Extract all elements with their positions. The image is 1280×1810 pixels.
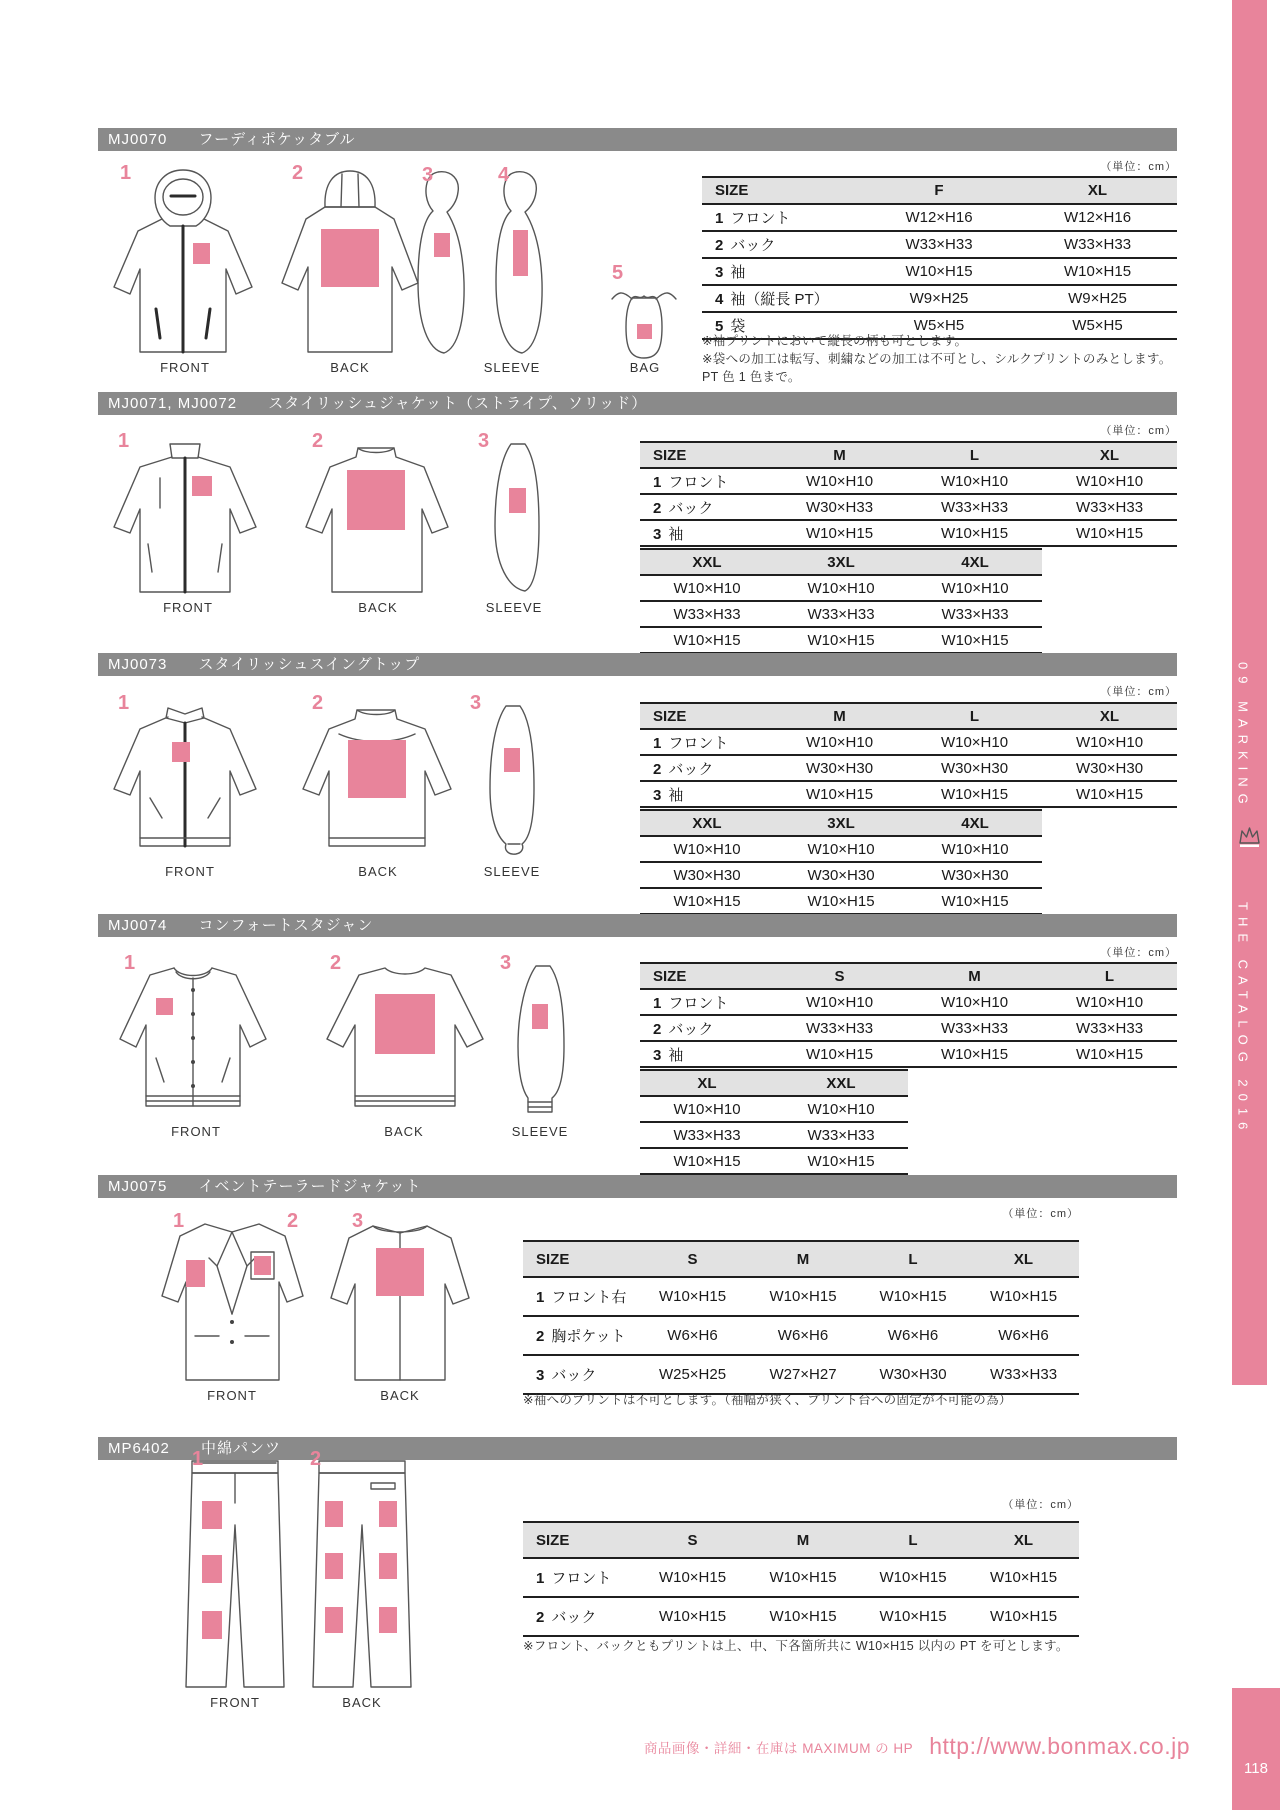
print-area-front-right xyxy=(186,1260,205,1287)
view-label-front: FRONT xyxy=(171,1124,221,1139)
section-header-mj0075 xyxy=(98,1175,1177,1198)
mj0074-sleeve-drawing xyxy=(512,958,570,1120)
mj0075-back-drawing xyxy=(325,1216,475,1386)
table-row: 3 袖 W10×H15 W10×H15 W10×H15 xyxy=(640,1041,1177,1067)
mj0073-size-table: SIZE M L XL 1 フロント W10×H10 W10×H10 W10×H10 2 バック W30×H30 W30×H30 W30×H30 3 袖 W10×H15 W10×H15 W10×H15 xyxy=(640,702,1177,808)
view-label-back: BACK xyxy=(384,1124,424,1139)
view-label-sleeve: SLEEVE xyxy=(483,864,541,879)
marker-2: 2 xyxy=(310,1448,322,1470)
product-code: MJ0070 xyxy=(108,131,168,148)
table-row: 3 袖 W10×H15 W10×H15 W10×H15 xyxy=(640,520,1177,546)
mj0070-note-1: ※袖プリントにおいて縦長の柄も可とします。 xyxy=(702,334,968,348)
unit-label: （単位：cm） xyxy=(1100,425,1177,437)
mj0070-bag-drawing xyxy=(610,284,678,362)
print-area-back xyxy=(375,994,435,1054)
print-area-sleeve xyxy=(509,488,526,513)
table-row: 1 フロント W10×H15 W10×H15 W10×H15 W10×H15 xyxy=(523,1558,1079,1597)
print-area-sleeve xyxy=(532,1004,548,1029)
marker-3: 3 xyxy=(478,430,490,452)
view-label-front: FRONT xyxy=(160,360,210,375)
table-row: W10×H15 W10×H15 W10×H15 xyxy=(640,627,1042,653)
table-row: 1 フロント W10×H10 W10×H10 W10×H10 xyxy=(640,989,1177,1015)
mj0073-front-drawing xyxy=(100,698,270,860)
mj0074-size-table: SIZE S M L 1 フロント W10×H10 W10×H10 W10×H10 2 バック W33×H33 W33×H33 W33×H33 3 袖 W10×H15 W10×H15 W10×H15 xyxy=(640,962,1177,1068)
product-name: 中綿パンツ xyxy=(201,1440,282,1457)
print-area-back-left-middle xyxy=(325,1553,343,1579)
table-row: 3 バック W25×H25 W27×H27 W30×H30 W33×H33 xyxy=(523,1355,1079,1394)
section-header-mj0074 xyxy=(98,914,1177,937)
marker-2: 2 xyxy=(287,1210,299,1232)
mj0070-size-table: SIZE F XL 1 フロント W12×H16 W12×H16 2 バック W33×H33 W33×H33 3 袖 W10×H15 W10×H15 4 袖（縦長 PT） W9×H25 W9×H25 5 袋 W5×H5 W5×H5 xyxy=(702,176,1177,340)
mj0070-front-drawing xyxy=(100,166,265,358)
mj0073-back-drawing xyxy=(295,698,460,860)
product-name: スタイリッシュスイングトップ xyxy=(198,656,421,673)
print-area-back xyxy=(376,1248,424,1296)
table-row: 1 フロント W10×H10 W10×H10 W10×H10 xyxy=(640,468,1177,494)
marker-1: 1 xyxy=(118,692,130,714)
view-label-front: FRONT xyxy=(165,864,215,879)
view-label-back: BACK xyxy=(380,1388,420,1403)
unit-label: （単位：cm） xyxy=(1100,686,1177,698)
view-label-sleeve: SLEEVE xyxy=(483,360,541,375)
print-area-front-top xyxy=(202,1501,222,1529)
view-label-front: FRONT xyxy=(207,1388,257,1403)
table-row: 3 袖 W10×H15 W10×H15 xyxy=(702,258,1177,285)
table-row: 2 バック W33×H33 W33×H33 W33×H33 xyxy=(640,1015,1177,1041)
view-label-back: BACK xyxy=(342,1695,382,1710)
table-row: 5 袋 W5×H5 W5×H5 xyxy=(702,312,1177,339)
print-area-back-right-middle xyxy=(379,1553,397,1579)
print-area-front xyxy=(172,742,190,762)
section-header-mj0070 xyxy=(98,128,1177,151)
marker-2: 2 xyxy=(292,162,304,184)
table-row: 1 フロント W10×H10 W10×H10 W10×H10 xyxy=(640,729,1177,755)
mj0071-sleeve-drawing xyxy=(485,436,547,598)
print-area-back-left-bottom xyxy=(325,1607,343,1633)
mj0075-note: ※袖へのプリントは不可とします。（袖幅が狭く、プリント台への固定が不可能の為） xyxy=(523,1393,1012,1407)
mj0071-size-table: SIZE M L XL 1 フロント W10×H10 W10×H10 W10×H10 2 バック W30×H33 W33×H33 W33×H33 3 袖 W10×H15 W10×H15 W10×H15 xyxy=(640,441,1177,547)
marker-3: 3 xyxy=(500,952,512,974)
view-label-back: BACK xyxy=(358,600,398,615)
table-row: 4 袖（縦長 PT） W9×H25 W9×H25 xyxy=(702,285,1177,312)
mj0074-back-drawing xyxy=(305,958,505,1120)
print-area-sleeve-vertical xyxy=(513,230,528,276)
sidebar-chapter-label: 09 MARKING xyxy=(1235,662,1251,811)
print-area-back xyxy=(321,229,379,287)
mj0070-note-2: ※袋への加工は転写、刺繍などの加工は不可とし、シルクプリントのみとします。 xyxy=(702,352,1172,366)
view-label-sleeve: SLEEVE xyxy=(485,600,543,615)
table-row: W10×H10 W10×H10 W10×H10 xyxy=(640,836,1042,862)
view-label-back: BACK xyxy=(330,360,370,375)
marker-1: 1 xyxy=(192,1448,204,1470)
mj0075-size-table: SIZE S M L XL 1 フロント右 W10×H15 W10×H15 W10×H15 W10×H15 2 胸ポケット W6×H6 W6×H6 W6×H6 W6×H6 3 バック W25×H25 W27×H27 W30×H30 W33×H33 xyxy=(523,1240,1079,1395)
view-label-sleeve: SLEEVE xyxy=(511,1124,569,1139)
table-row: W33×H33 W33×H33 W33×H33 xyxy=(640,601,1042,627)
print-area-front-bottom xyxy=(202,1611,222,1639)
table-row: 2 バック W30×H33 W33×H33 W33×H33 xyxy=(640,494,1177,520)
table-row: 3 袖 W10×H15 W10×H15 W10×H15 xyxy=(640,781,1177,807)
print-area-chest-pocket xyxy=(254,1256,271,1275)
table-row: W10×H15 W10×H15 xyxy=(640,1148,908,1174)
marker-4: 4 xyxy=(498,164,510,186)
print-area-back-right-bottom xyxy=(379,1607,397,1633)
footer-lead-text: 商品画像・詳細・在庫は MAXIMUM の HP xyxy=(643,1740,914,1756)
table-row: 1 フロント右 W10×H15 W10×H15 W10×H15 W10×H15 xyxy=(523,1277,1079,1316)
table-row: W30×H30 W30×H30 W30×H30 xyxy=(640,862,1042,888)
print-area-back xyxy=(348,740,406,798)
unit-label: （単位：cm） xyxy=(1002,1208,1079,1220)
table-row: 2 バック W30×H30 W30×H30 W30×H30 xyxy=(640,755,1177,781)
marker-3: 3 xyxy=(422,164,434,186)
mp6402-note: ※フロント、バックともプリントは上、中、下各箇所共に W10×H15 以内の PT を可とします。 xyxy=(523,1639,1069,1653)
marker-3: 3 xyxy=(352,1210,364,1232)
crown-icon xyxy=(1237,826,1262,848)
marker-1: 1 xyxy=(124,952,136,974)
marker-1: 1 xyxy=(173,1210,185,1232)
unit-label: （単位：cm） xyxy=(1002,1499,1079,1511)
mj0070-sleeve-drawing xyxy=(408,166,472,358)
mj0070-back-drawing xyxy=(270,166,430,358)
page-number: 118 xyxy=(1244,1760,1268,1777)
footer xyxy=(400,1733,1190,1760)
mj0071-back-drawing xyxy=(300,436,455,598)
mj0071-size-table-extended: XXL 3XL 4XL W10×H10 W10×H10 W10×H10 W33×H33 W33×H33 W33×H33 W10×H15 W10×H15 W10×H15 xyxy=(640,548,1042,654)
table-row: W10×H10 W10×H10 W10×H10 xyxy=(640,575,1042,601)
print-area-back-left-top xyxy=(325,1501,343,1527)
marker-3: 3 xyxy=(470,692,482,714)
marker-5: 5 xyxy=(612,262,624,284)
section-header-mj0071 xyxy=(98,392,1177,415)
product-code: MJ0074 xyxy=(108,917,168,934)
table-row: 2 胸ポケット W6×H6 W6×H6 W6×H6 W6×H6 xyxy=(523,1316,1079,1355)
unit-label: （単位：cm） xyxy=(1100,161,1177,173)
print-area-front xyxy=(192,476,212,496)
table-row: W10×H10 W10×H10 xyxy=(640,1096,908,1122)
view-label-front: FRONT xyxy=(210,1695,260,1710)
product-code: MJ0071, MJ0072 xyxy=(108,395,238,412)
view-label-back: BACK xyxy=(358,864,398,879)
print-area-bag xyxy=(637,324,652,339)
table-row: 2 バック W10×H15 W10×H15 W10×H15 W10×H15 xyxy=(523,1597,1079,1636)
mj0070-sleeve-vertical-drawing xyxy=(482,166,554,358)
product-name: コンフォートスタジャン xyxy=(198,917,374,934)
product-code: MJ0073 xyxy=(108,656,168,673)
product-name: イベントテーラードジャケット xyxy=(198,1178,422,1195)
mj0074-front-drawing xyxy=(100,958,285,1120)
print-area-sleeve xyxy=(434,233,450,257)
mj0070-note-3: PT 色 1 色まで。 xyxy=(702,370,801,384)
mj0075-front-drawing xyxy=(155,1216,310,1386)
mj0073-size-table-extended: XXL 3XL 4XL W10×H10 W10×H10 W10×H10 W30×H30 W30×H30 W30×H30 W10×H15 W10×H15 W10×H15 xyxy=(640,809,1042,915)
mj0071-front-drawing xyxy=(100,436,270,598)
marker-2: 2 xyxy=(312,692,324,714)
print-area-front-middle xyxy=(202,1555,222,1583)
mj0074-size-table-extended: XL XXL W10×H10 W10×H10 W33×H33 W33×H33 W10×H15 W10×H15 xyxy=(640,1069,908,1175)
mp6402-size-table: SIZE S M L XL 1 フロント W10×H15 W10×H15 W10×H15 W10×H15 2 バック W10×H15 W10×H15 W10×H15 W10×H15 xyxy=(523,1521,1079,1637)
product-code: MJ0075 xyxy=(108,1178,168,1195)
table-row: W10×H15 W10×H15 W10×H15 xyxy=(640,888,1042,914)
product-code: MP6402 xyxy=(108,1440,170,1457)
footer-url: http://www.bonmax.co.jp xyxy=(929,1733,1190,1759)
marker-1: 1 xyxy=(120,162,132,184)
mp6402-back-drawing xyxy=(305,1453,420,1693)
view-label-bag: BAG xyxy=(629,360,661,375)
view-label-front: FRONT xyxy=(163,600,213,615)
table-row: 2 バック W33×H33 W33×H33 xyxy=(702,231,1177,258)
mp6402-front-drawing xyxy=(178,1453,293,1693)
product-name: フーディポケッタブル xyxy=(198,131,356,148)
print-area-back-right-top xyxy=(379,1501,397,1527)
marker-1: 1 xyxy=(118,430,130,452)
marker-2: 2 xyxy=(312,430,324,452)
marker-2: 2 xyxy=(330,952,342,974)
print-area-front xyxy=(193,243,210,264)
product-name: スタイリッシュジャケット（ストライプ、ソリッド） xyxy=(268,395,648,412)
table-row: 1 フロント W12×H16 W12×H16 xyxy=(702,204,1177,231)
print-area-front xyxy=(156,998,173,1015)
section-header-mj0073 xyxy=(98,653,1177,676)
mj0073-sleeve-drawing xyxy=(480,698,542,860)
table-row: W33×H33 W33×H33 xyxy=(640,1122,908,1148)
print-area-sleeve xyxy=(504,748,520,772)
page-number-block xyxy=(1232,1688,1280,1810)
unit-label: （単位：cm） xyxy=(1100,947,1177,959)
print-area-back xyxy=(347,470,405,530)
sidebar-catalog-label: THE CATALOG 2016 xyxy=(1235,902,1251,1137)
